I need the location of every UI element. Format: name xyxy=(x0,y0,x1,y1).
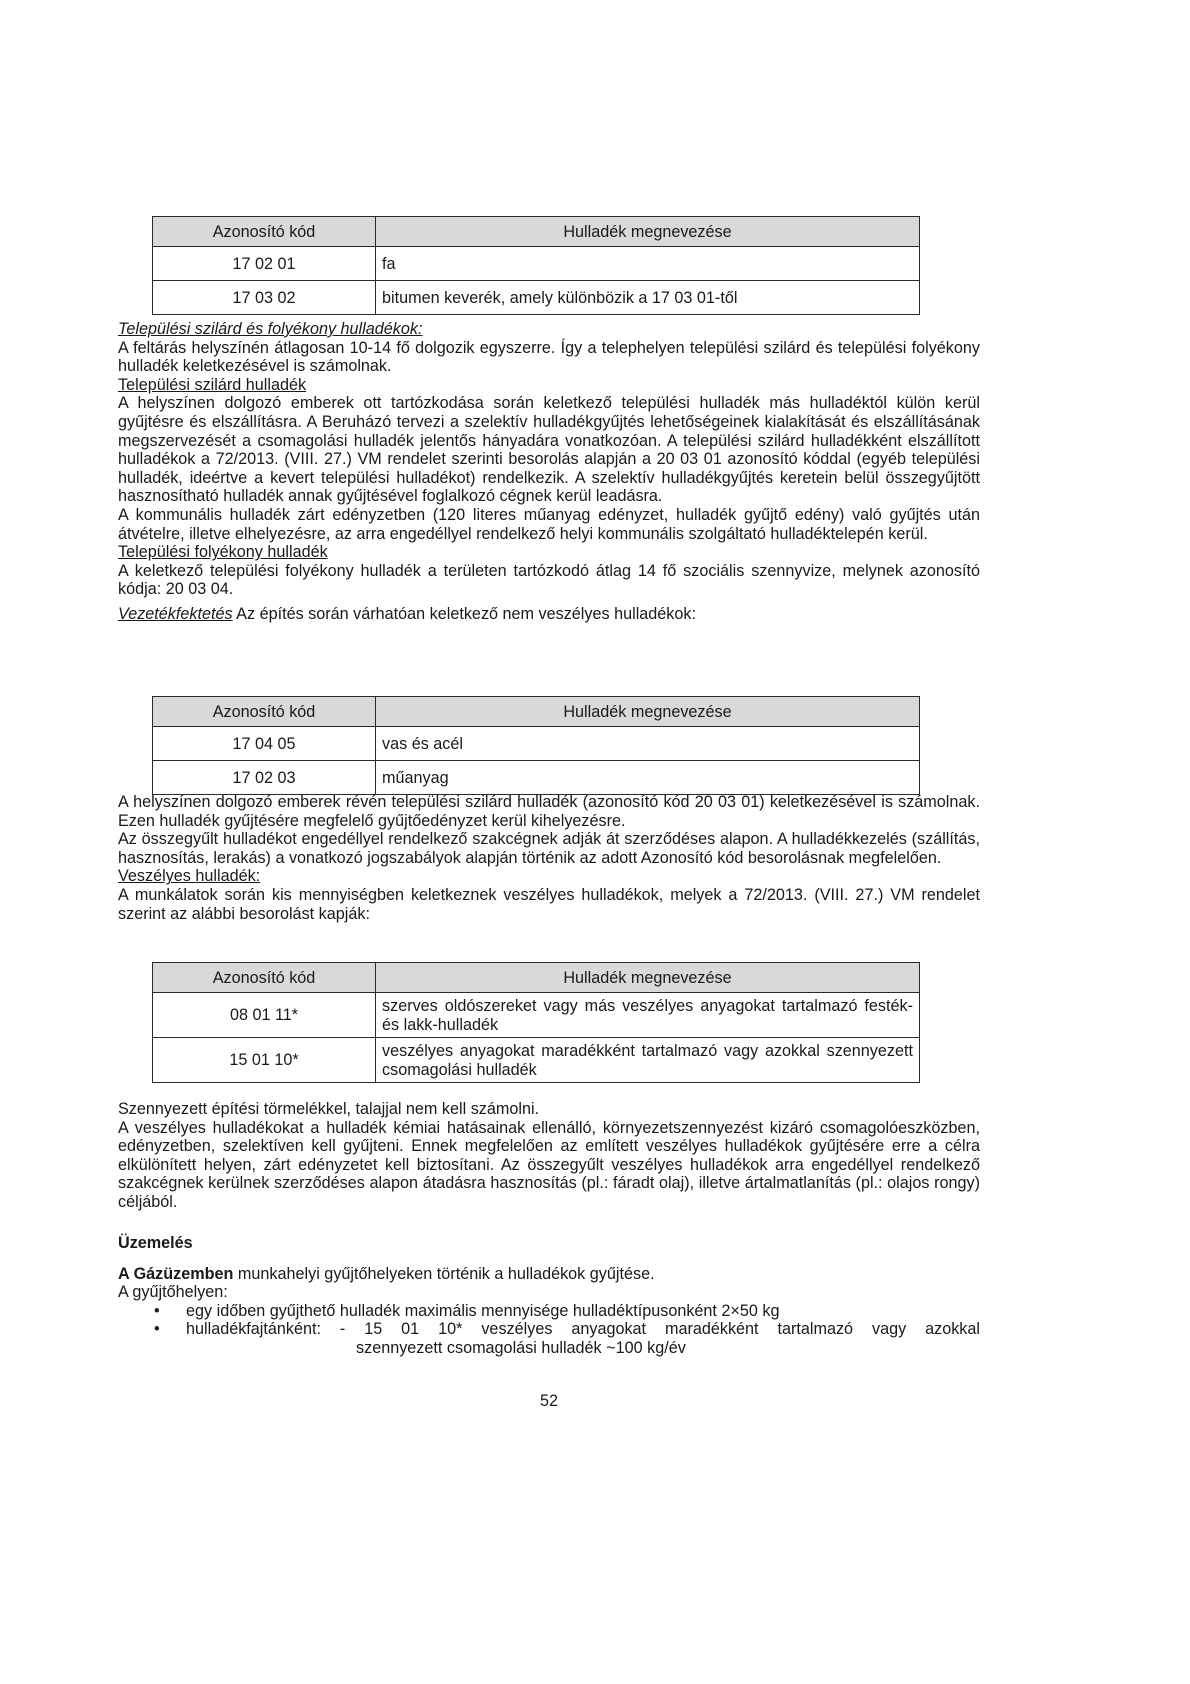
cell-code: 08 01 11* xyxy=(153,993,376,1038)
gas-plant-text: munkahelyi gyűjtőhelyeken történik a hulladékok gyűjtése. xyxy=(233,1264,655,1283)
paragraph: A keletkező települési folyékony hulladék a területen tartózkodó átlag 14 fő szociális szennyvize, melynek azonosító kódja: 20 03 04. xyxy=(118,561,980,599)
paragraph: A veszélyes hulladékokat a hulladék kémiai hatásainak ellenálló, környezetszennyezést kizáró csomagolóeszközben, edényzetben, szelektíven kell gyűjteni. Ennek megfelelően az említett veszélyes hulladékok gyűjtésére erre a célra elkülönített helyen, zárt edényzetet kell biztosítani. Az összegyűlt veszélyes hulladékok arra engedéllyel rendelkező szakcégnek kerülnek szerződéses alapon átadásra hasznosítás (pl.: fáradt olaj), illetve ártalmatlanítás (pl.: olajos rongy) céljából. xyxy=(118,1118,980,1211)
paragraph: A helyszínen dolgozó emberek révén települési szilárd hulladék (azonosító kód 20 03 01) keletkezésével is számolnak. Ezen hulladék gyűjtésére megfelelő gyűjtőedényzet kerül kihelyezésre. xyxy=(118,793,980,830)
table-header-row xyxy=(153,963,920,993)
bullet-icon: • xyxy=(154,1320,160,1339)
page-number: 52 xyxy=(539,1392,558,1410)
list-item-continuation: szennyezett csomagolási hulladék ~100 kg/év xyxy=(356,1338,686,1357)
table-header-row xyxy=(153,697,920,727)
header-name: Hulladék megnevezése xyxy=(376,963,920,993)
paragraph: A helyszínen dolgozó emberek ott tartózkodása során keletkező települési hulladék más hulladéktól külön kerül gyűjtésre és elszállításra. A Beruházó tervezi a szelektív hulladékgyűjtés lehetőségeinek kialakítását és elszállításának megszervezését a csomagolási hulladék jelentős hányadára vonatkozóan. A települési szilárd hulladékként elszállított hulladékok a 72/2013. (VIII. 27.) VM rendelet szerinti besorolás alapján a 20 03 01 azonosító kóddal (egyéb települési hulladék, ideértve a kevert települési hulladékot) rendelkezik. A szelektív hulladékgyűjtés keretein belül összegyűjtött hasznosítható hulladék annak gyűjtésével foglalkozó cégnek kerül leadásra. xyxy=(118,394,980,506)
paragraph: A feltárás helyszínén átlagosan 10-14 fő dolgozik egyszerre. Így a telephelyen települési szilárd és települési folyékony hulladék keletkezésével is számolnak. xyxy=(118,338,980,376)
paragraph: Az összegyűlt hulladékot engedéllyel rendelkező szakcégnek adják át szerződéses alapon. A hulladékkezelés (szállítás, hasznosítás, lerakás) a vonatkozó jogszabályok alapján történik az adott Azonosító kód besorolásnak megfelelően. xyxy=(118,830,980,867)
table-row xyxy=(153,1038,920,1083)
header-code: Azonosító kód xyxy=(153,697,376,727)
cell-name: vas és acél xyxy=(376,727,920,761)
list-item: • egy időben gyűjthető hulladék maximális mennyisége hulladéktípusonként 2×50 kg xyxy=(154,1301,780,1320)
waste-table-3 xyxy=(152,962,920,1083)
cell-code: 15 01 10* xyxy=(153,1038,376,1083)
cell-name: műanyag xyxy=(376,761,920,795)
header-name: Hulladék megnevezése xyxy=(376,697,920,727)
section-heading-operation: Üzemelés xyxy=(118,1234,193,1252)
cell-code: 17 02 01 xyxy=(153,247,376,281)
section-heading-pipeline: Vezetékfektetés xyxy=(118,604,233,623)
subheading-liquid-waste: Települési folyékony hulladék xyxy=(118,543,328,562)
table-header-row xyxy=(153,217,920,247)
table-row xyxy=(153,281,920,315)
header-code: Azonosító kód xyxy=(153,217,376,247)
table-row xyxy=(153,761,920,795)
cell-name: bitumen keverék, amely különbözik a 17 03 01-től xyxy=(376,281,920,315)
section-heading-municipal-waste: Települési szilárd és folyékony hulladékok: xyxy=(118,320,423,338)
cell-code: 17 03 02 xyxy=(153,281,376,315)
table-row xyxy=(153,993,920,1038)
waste-table-1 xyxy=(152,216,920,315)
list-intro: A gyűjtőhelyen: xyxy=(118,1283,228,1302)
cell-name: fa xyxy=(376,247,920,281)
cell-code: 17 04 05 xyxy=(153,727,376,761)
waste-table-2 xyxy=(152,696,920,795)
paragraph: Szennyezett építési törmelékkel, talajjal nem kell számolni. xyxy=(118,1100,540,1118)
collection-list xyxy=(118,1302,980,1358)
header-code: Azonosító kód xyxy=(153,963,376,993)
table-row xyxy=(153,727,920,761)
bullet-icon: • xyxy=(154,1301,160,1320)
pipeline-intro: Az építés során várhatóan keletkező nem veszélyes hulladékok: xyxy=(232,604,696,623)
subheading-solid-waste: Települési szilárd hulladék xyxy=(118,375,307,394)
cell-code: 17 02 03 xyxy=(153,761,376,795)
section-heading-hazardous-waste: Veszélyes hulladék: xyxy=(118,867,261,886)
gas-plant-label: A Gázüzemben xyxy=(118,1264,234,1283)
cell-name: szerves oldószereket vagy más veszélyes anyagokat tartalmazó festék- és lakk-hulladék xyxy=(376,993,920,1038)
header-name: Hulladék megnevezése xyxy=(376,217,920,247)
paragraph: A munkálatok során kis mennyiségben keletkeznek veszélyes hulladékok, melyek a 72/2013. (VIII. 27.) VM rendelet szerint az alábbi besorolást kapják: xyxy=(118,885,980,923)
list-item: • hulladékfajtánként: - 15 01 10* veszélyes anyagokat maradékként tartalmazó vagy azokkal szennyezett csomagolási hulladék ~100 kg/év xyxy=(154,1320,980,1357)
paragraph: A kommunális hulladék zárt edényzetben (120 literes műanyag edényzet, hulladék gyűjtő edény) való gyűjtés után átvételre, illetve elhelyezésre, az arra engedéllyel rendelkező helyi kommunális szolgáltató hulladéktelepén kerül. xyxy=(118,505,980,543)
cell-name: veszélyes anyagokat maradékként tartalmazó vagy azokkal szennyezett csomagolási hulladék xyxy=(376,1038,920,1083)
table-row xyxy=(153,247,920,281)
